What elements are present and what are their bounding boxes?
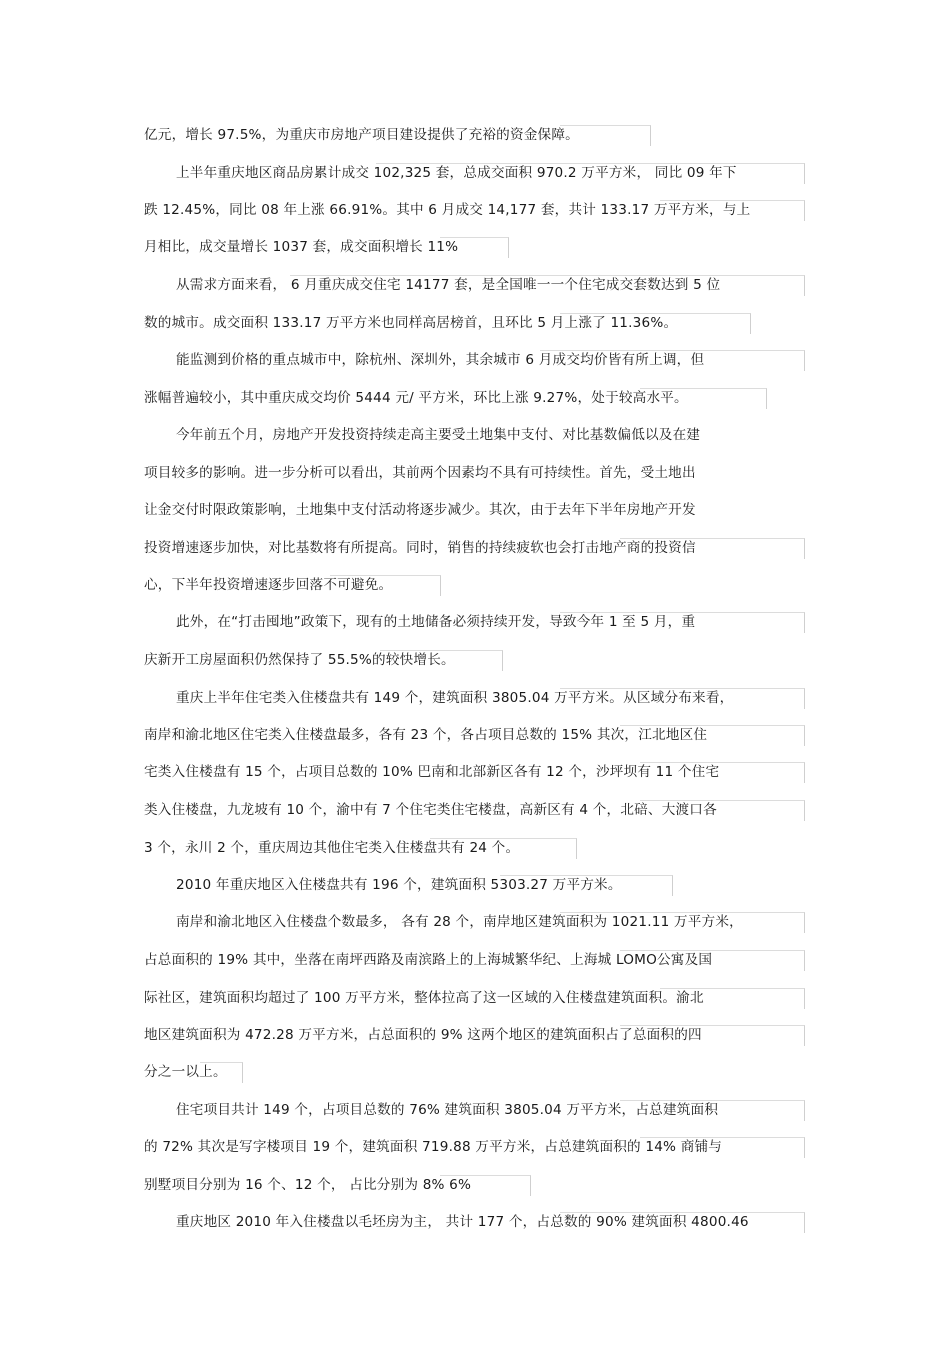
scan-rule — [560, 912, 805, 933]
paragraph-start: 上半年重庆地区商品房累计成交 102,325 套，总成交面积 970.2 万平方米， 同比 09 年下 — [176, 165, 737, 181]
scan-rule — [560, 612, 805, 633]
scan-rule — [620, 725, 805, 746]
scan-rule — [200, 1062, 243, 1083]
scan-rule — [440, 1175, 531, 1196]
text-line: 宅类入住楼盘有 15 个，占项目总数的 10% 巴南和北部新区各有 12 个，沙坪坝有 11 个住宅 — [144, 764, 720, 780]
paragraph-start: 从需求方面来看， 6 月重庆成交住宅 14177 套，是全国唯一一个住宅成交套数达到 5 位 — [176, 277, 721, 293]
scan-rule — [380, 650, 503, 671]
paragraph-start: 住宅项目共计 149 个，占项目总数的 76% 建筑面积 3805.04 万平方米，占总建筑面积 — [176, 1102, 719, 1118]
paragraph-start: 能监测到价格的重点城市中，除杭州、深圳外，其余城市 6 月成交均价皆有所上调，但 — [176, 352, 705, 368]
scan-rule — [640, 1137, 805, 1158]
text-line: 月相比，成交量增长 1037 套，成交面积增长 11% — [144, 239, 459, 255]
text-line: 涨幅普遍较小，其中重庆成交均价 5444 元/ 平方米，环比上涨 9.27%，处于较高水平。 — [144, 390, 688, 406]
text-line: 庆新开工房屋面积仍然保持了 55.5%的较快增长。 — [144, 652, 455, 668]
paragraph-start: 今年前五个月，房地产开发投资持续走高主要受土地集中支付、对比基数偏低以及在建 — [176, 427, 701, 443]
scan-rule — [640, 388, 767, 409]
paragraph-start: 2010 年重庆地区入住楼盘共有 196 个，建筑面积 5303.27 万平方米。 — [176, 877, 622, 893]
paragraph-start: 重庆地区 2010 年入住楼盘以毛坯房为主， 共计 177 个，占总数的 90% 建筑面积 4800.46 — [176, 1214, 749, 1230]
text-line: 分之一以上。 — [144, 1064, 227, 1080]
scan-rule — [620, 1100, 805, 1121]
text-line: 的 72% 其次是写字楼项目 19 个，建筑面积 719.88 万平方米，占总建筑面积的 14% 商铺与 — [144, 1139, 723, 1155]
text-line: 心，下半年投资增速逐步回落不可避免。 — [144, 577, 393, 593]
paragraph-start: 重庆上半年住宅类入住楼盘共有 149 个，建筑面积 3805.04 万平方米。从区域分布来看， — [176, 690, 734, 706]
scan-rule — [560, 688, 805, 709]
text-line: 数的城市。成交面积 133.17 万平方米也同样高居榜首，且环比 5 月上涨了 11.36%。 — [144, 315, 678, 331]
text-line: 类入住楼盘，九龙坡有 10 个，渝中有 7 个住宅类住宅楼盘，高新区有 4 个，北碚、大渡口各 — [144, 802, 717, 818]
text-line: 际社区，建筑面积均超过了 100 万平方米，整体拉高了这一区域的入住楼盘建筑面积。渝北 — [144, 990, 704, 1006]
scan-rule — [660, 200, 805, 221]
text-line: 别墅项目分别为 16 个、12 个， 占比分别为 8% 6% — [144, 1177, 472, 1193]
text-line: 南岸和渝北地区住宅类入住楼盘最多，各有 23 个，各占项目总数的 15% 其次，江北地区住 — [144, 727, 708, 743]
text-line: 让金交付时限政策影响，土地集中支付活动将逐步减少。其次，由于去年下半年房地产开发 — [144, 502, 696, 518]
scan-rule — [620, 1025, 805, 1046]
text-line: 3 个，永川 2 个，重庆周边其他住宅类入住楼盘共有 24 个。 — [144, 840, 520, 856]
text-line: 跌 12.45%，同比 08 年上涨 66.91%。其中 6 月成交 14,177 套，共计 133.17 万平方米，与上 — [144, 202, 751, 218]
scan-rule — [540, 350, 805, 371]
text-line: 项目较多的影响。进一步分析可以看出，其前两个因素均不具有可持续性。首先，受土地出 — [144, 465, 696, 481]
text-line: 亿元，增长 97.5%，为重庆市房地产项目建设提供了充裕的资金保障。 — [144, 127, 579, 143]
text-line: 投资增速逐步加快，对比基数将有所提高。同时，销售的持续疲软也会打击地产商的投资信 — [144, 540, 696, 556]
scan-rule — [560, 313, 751, 334]
scan-rule — [620, 950, 805, 971]
paragraph-start: 南岸和渝北地区入住楼盘个数最多， 各有 28 个，南岸地区建筑面积为 1021.11 万平方米， — [176, 914, 743, 930]
text-line: 占总面积的 19% 其中，坐落在南坪西路及南滨路上的上海城繁华纪、上海城 LOMO公寓及国 — [144, 952, 713, 968]
scan-rule — [440, 237, 509, 258]
scan-rule — [640, 762, 805, 783]
scan-rule — [560, 1212, 805, 1233]
scan-rule — [560, 125, 651, 146]
text-line: 地区建筑面积为 472.28 万平方米，占总面积的 9% 这两个地区的建筑面积占了总面积的四 — [144, 1027, 702, 1043]
scan-rule — [660, 988, 805, 1009]
scan-rule — [500, 875, 673, 896]
scan-rule — [330, 575, 441, 596]
scan-rule — [376, 163, 805, 184]
scan-rule — [620, 538, 805, 559]
paragraph-start: 此外，在“打击囤地”政策下，现有的土地储备必须持续开发，导致今年 1 至 5 月，重 — [176, 614, 696, 630]
scan-rule — [290, 275, 805, 296]
scan-rule — [430, 838, 577, 859]
scan-rule — [640, 800, 805, 821]
